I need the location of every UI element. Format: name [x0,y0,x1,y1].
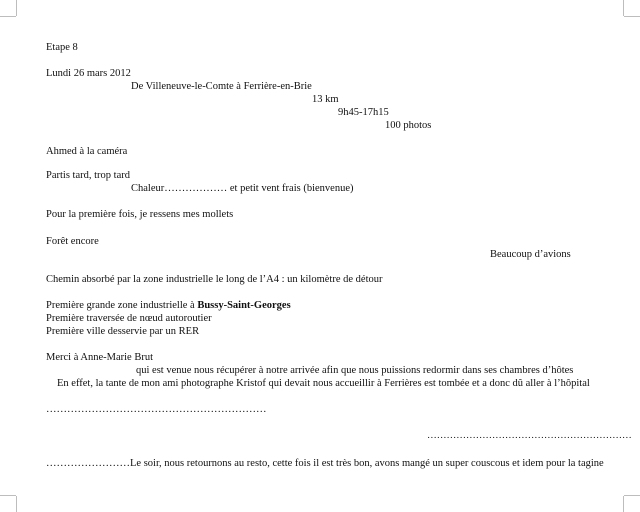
industrial-zone-place: Bussy-Saint-Georges [197,300,291,311]
departure-line: Partis tard, trop tard [46,170,130,181]
aunt-note-line: En effet, la tante de mon ami photographe Kristof qui devait nous accueillir à Ferrières est tombée et a donc dû aller à l’hôpital [57,378,590,389]
crop-mark-bottom-left-v [16,496,17,512]
distance-line: 13 km [312,94,339,105]
crop-mark-bottom-right-h [624,495,640,496]
crop-mark-bottom-right-v [623,496,624,512]
rer-town-line: Première ville desservie par un RER [46,326,200,337]
planes-line: Beaucoup d’avions [490,249,571,260]
crop-mark-top-right-v [623,0,624,16]
calves-line: Pour la première fois, je ressens mes mollets [46,209,234,220]
crop-mark-bottom-left-h [0,495,16,496]
industrial-zone-prefix: Première grande zone industrielle à [46,300,198,311]
thanks-detail-line: qui est venue nous récupérer à notre arrivée afin que nous puissions redormir dans ses chambres d’hôtes [136,365,574,376]
forest-line: Forêt encore [46,236,99,247]
crop-mark-top-right-h [624,16,640,17]
dots-right: ……………………………………………………… [427,430,632,441]
crop-mark-top-left-v [16,0,17,16]
industrial-zone-line [46,301,291,312]
path-absorbed-line: Chemin absorbé par la zone industrielle le long de l’A4 : un kilomètre de détour [46,274,383,285]
route-line: De Villeneuve-le-Comte à Ferrière-en-Brie [131,81,312,92]
dots-left: ……………………………………………………… [46,404,267,415]
photos-line: 100 photos [385,120,432,131]
camera-line: Ahmed à la caméra [46,146,128,157]
crop-mark-top-left-h [0,16,16,17]
weather-line: Chaleur……………… et petit vent frais (bienvenue) [131,183,354,194]
thanks-line: Merci à Anne-Marie Brut [46,352,154,363]
stage-title: Etape 8 [46,42,78,53]
hours-line: 9h45-17h15 [338,107,389,118]
date-line: Lundi 26 mars 2012 [46,68,131,79]
evening-line: ……………………Le soir, nous retournons au resto, cette fois il est très bon, avons mangé un super couscous et idem pour la tagine [46,458,604,469]
highway-crossing-line: Première traversée de nœud autoroutier [46,313,212,324]
